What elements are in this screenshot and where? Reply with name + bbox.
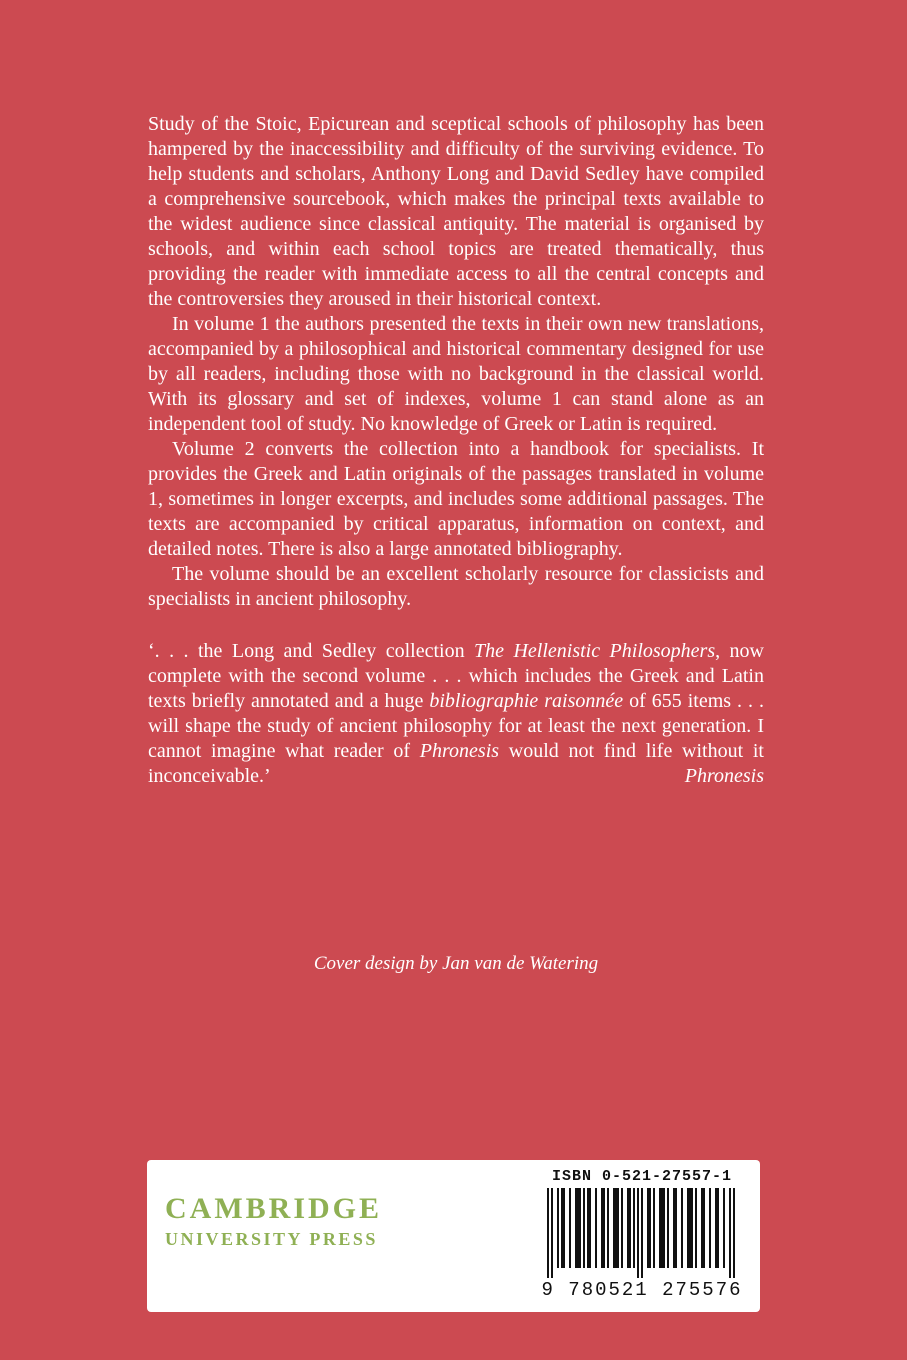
isbn-number: 9 780521 275576 [541,1279,743,1301]
review-quote-text: ‘. . . the Long and Sedley collection The Hellenistic Philosophers, now complete with the second volume . . . which includes the Greek and Latin texts briefly annotated and a huge bibliographie raisonnée of 655 items . . . will shape the study of ancient philosophy for at least the next generation. I cannot imagine what reader of Phronesis would not find life without it inconceivable.’ [148,640,764,787]
blurb-paragraph: In volume 1 the authors presented the texts in their own new translations, accompanied by a philosophical and historical commentary designed for use by all readers, including those with no background in the classical world. With its glossary and set of indexes, volume 1 can stand alone as an independent tool of study. No knowledge of Greek or Latin is required. [148,313,764,435]
blurb [148,112,764,789]
isbn-label: ISBN 0-521-27557-1 [551,1168,733,1185]
publisher-box [147,1160,760,1312]
review-attribution: Phronesis [684,765,764,787]
publisher-name: CAMBRIDGE [165,1192,383,1225]
blurb-paragraph: Study of the Stoic, Epicurean and sceptical schools of philosophy has been hampered by the inaccessibility and difficulty of the surviving evidence. To help students and scholars, Anthony Long and David Sedley have compiled a comprehensive sourcebook, which makes the principal texts available to the widest audience since classical antiquity. The material is organised by schools, and within each school topics are treated thematically, thus providing the reader with immediate access to all the central concepts and the controversies they aroused in their historical context. [148,113,764,310]
barcode [547,1188,737,1278]
publisher-logo [165,1192,382,1250]
review-quote [148,639,764,789]
isbn-block [540,1168,744,1301]
blurb-paragraph: Volume 2 converts the collection into a handbook for specialists. It provides the Greek and Latin originals of the passages translated in volume 1, sometimes in longer excerpts, and includes some additional passages. The texts are accompanied by critical apparatus, information on context, and detailed notes. There is also a large annotated bibliography. [148,438,764,560]
publisher-imprint: UNIVERSITY PRESS [165,1229,378,1249]
cover-design-credit: Cover design by Jan van de Watering [313,953,599,974]
blurb-paragraph: The volume should be an excellent scholarly resource for classicists and specialists in ancient philosophy. [148,563,764,610]
